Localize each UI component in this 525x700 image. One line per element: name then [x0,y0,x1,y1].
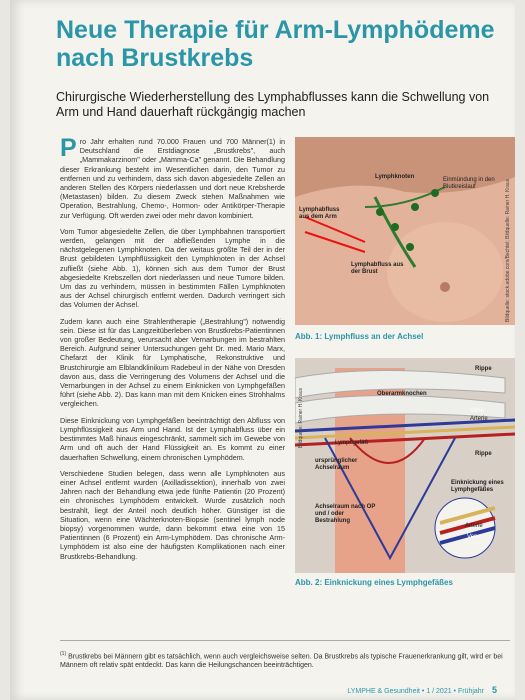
label-rippe: Rippe [475,451,492,457]
label-lymphknoten: Lymphknoten [375,174,415,180]
article-title: Neue Therapie für Arm-Lymphödeme nach Brustkrebs [56,16,495,72]
footnote-marker: (1) [60,651,67,657]
page-footer [347,685,497,695]
label-einmuendung: Einmündung in den Blutkreislauf [443,177,495,190]
label-brust-flow: Lymphabfluss aus der Brust [351,262,404,275]
figure2-caption: Abb. 2: Einknickung eines Lymphgefäßes [295,578,453,587]
label-oberarmknochen: Oberarmknochen [377,391,427,397]
article-subtitle: Chirurgische Wiederherstellung des Lymphabflusses kann die Schwellung von Arm und Hand dauerhaft rückgängig machen [56,90,490,119]
magazine-page [10,0,515,700]
figure-lymph-flow [295,137,515,325]
page-number: 5 [491,685,497,695]
label-urspruenglicher-achselraum: ursprünglicher Achselraum [315,458,358,471]
lymph-flow-illustration [295,137,515,325]
label-achselraum-nach-op: Achselraum nach OP und / oder Bestrahlung [315,504,376,524]
label-lymphgefaess: Lymphgefäß [335,440,369,446]
label-arm-flow: Lymphabfluss aus dem Arm [299,207,340,220]
label-vene: Vene [470,408,484,414]
drop-cap: P [60,134,77,162]
paragraph-1-text: ro Jahr erhalten rund 70.000 Frauen und 700 Männer(1) in Deutschland die Erstdiagnose „Brustkrebs", auch „Mammakarzinom" oder „Mamma-Ca" genannt. Die Behandlung dieser Erkrankung besteht im Wesentlichen darin, den Tumor zu entfernen und zu verhindern, dass sich davon abgesiedelte Zellen an anderen Stellen des Körpers niederlassen und dort neue Krebsherde (Metastasen) bilden. Zu diesem Zweck stehen Maßnahmen wie Operation, Bestrahlung, Chemo-, Hormon- oder Antikörper-Therapie zur Verfügung. Oft werden zwei oder mehr davon kombiniert. [60,137,285,220]
label-einknickung: Einknickung eines Lymphgefäßes [451,480,504,493]
footnote-text: Brustkrebs bei Männern gibt es tatsächlich, wenn auch vergleichsweise selten. Da Brustkrebs als typische Frauenerkrankung gilt, wird er bei Männern oft relativ spät entdeckt. Das kann die Heilungschancen beeinträchtigen. [60,653,503,670]
paragraph-4: Diese Einknickung von Lymphgefäßen beeinträchtigt den Abfluss von Lymphflüssigkeit aus Arm und Hand. Ist der Lymphabfluss über ein bestimmtes Maß hinaus eingeschränkt, sammelt sich im Gewebe von Arm und oft auch der Hand Flüssigkeit an. Es kommt zu einer dauerhaften Schwellung, einem chronischen Lymphödem. [60,415,285,462]
label-rippe-top: Rippe [475,366,492,372]
paragraph-5: Verschiedene Studien belegen, dass wenn alle Lymphknoten aus einer Achsel entfernt wurden (Axilladissektion), innerhalb von zwei Jahren nach der Behandlung etwa jede fünfte Patientin (20 Prozent) ein chronisches Lymphödem entwickelt. Wurde zusätzlich noch bestrahlt, liegt der Anteil noch deutlich höher. Günstiger ist die Situation, wenn eine Wächterknoten-Biopsie (sentinel lymph node biopsy) vorgenommen wurde, dann bekommt etwa eine von 15 Patientinnen (6 Prozent) ein Arm-Lymphödem. Das chronische Arm-Lymphödem ist also eine der häufigsten Komplikationen nach einer Brustkrebs-Behandlung. [60,468,285,561]
label-arterie-inset: Arterie [465,523,483,529]
article-body [60,134,285,568]
figure1-credit: Bildquelle: stock.adobe.com/Bechtel; Bildquelle: Rainer H. Kraus [505,178,511,322]
label-vene-inset: Vene [467,534,481,540]
magazine-issue: LYMPHE & Gesundheit • 1 / 2021 • Frühjahr [347,688,485,695]
paragraph-1 [60,134,285,220]
footnote [60,650,510,670]
figure-lymph-kink [295,358,515,573]
figure2-credit: Bildquelle: Rainer H. Kraus [298,387,304,448]
figure1-caption: Abb. 1: Lymphfluss an der Achsel [295,332,424,341]
footnote-divider [60,640,510,641]
label-arterie: Arterie [470,416,488,422]
paragraph-2: Vom Tumor abgesiedelte Zellen, die über Lymphbahnen transportiert werden, gelangen mit der abfließenden Lymphe in die nächstgelegenen Lymphknoten. Da der weitaus größte Teil der in der Brust gebildeten Lymphflüssigkeit den Lymphknoten in der Achsel zufließt (siehe Abb. 1), können sich aus dem Tumor der Brust abgesiedelte Krebszellen dort niederlassen und neue Tumore bilden. Um das zu verhindern, müssen in bestimmten Fällen Lymphknoten aus der Achsel chirurgisch entfernt werden. Dadurch verringert sich das Volumen der Achsel. [60,226,285,310]
paragraph-3: Zudem kann auch eine Strahlentherapie („Bestrahlung") notwendig sein. Diese ist für das Langzeitüberleben von Brustkrebs-Patientinnen von großer Bedeutung, verursacht aber Vernarbungen im bestrahlten Bereich. Aufgrund seiner Untersuchungen geht Dr. med. Mario Marx, Chefarzt der Klinik für Lymphatische, Rekonstruktive und Brustchirurgie am Elblandklinikum Radebeul in der Nähe von Dresden davon aus, dass die Verringerung des Volumens der Achsel und die Vernarbungen in der Achsel zu einem Einknicken von Lymphgefäßen führt (siehe Abb. 2). Das kann man mit dem Knicken eines Strohhalms vergleichen. [60,316,285,409]
